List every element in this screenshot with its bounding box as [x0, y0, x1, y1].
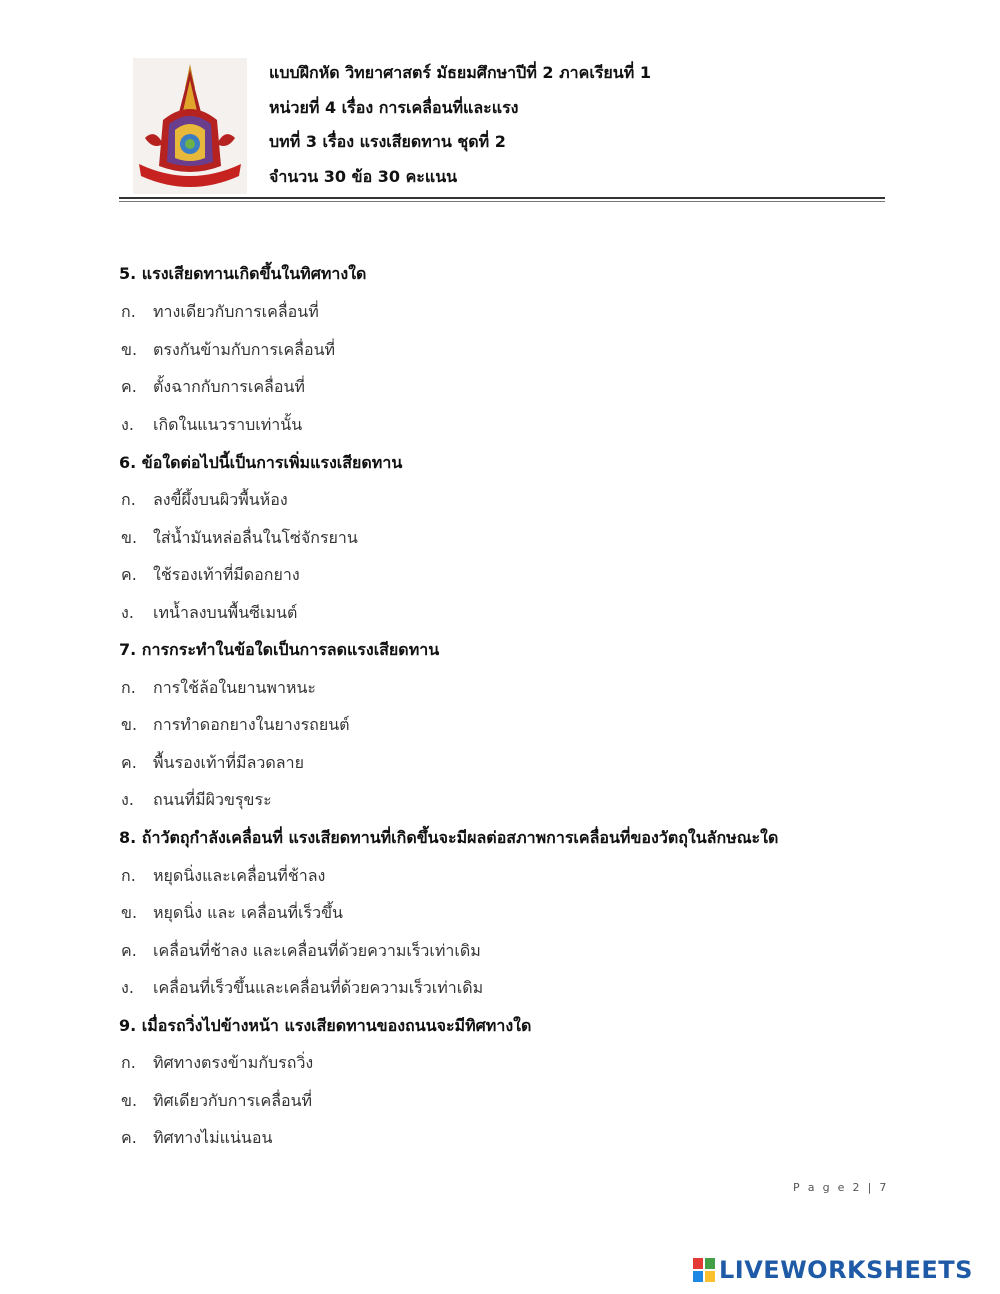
option-letter: ค.: [121, 941, 137, 960]
option-letter: ก.: [121, 490, 136, 509]
q7-option-c[interactable]: [121, 751, 304, 776]
option-text: เคลื่อนที่ช้าลง และเคลื่อนที่ด้วยความเร็วเท่าเดิม: [153, 941, 481, 960]
q9-option-c[interactable]: [121, 1126, 272, 1151]
option-text: เคลื่อนที่เร็วขึ้นและเคลื่อนที่ด้วยความเร็วเท่าเดิม: [153, 978, 484, 997]
option-text: หยุดนิ่งและเคลื่อนที่ช้าลง: [153, 866, 326, 885]
question-9: 9. เมื่อรถวิ่งไปข้างหน้า แรงเสียดทานของถนนจะมีทิศทางใด: [119, 1016, 532, 1035]
header-divider: [119, 197, 885, 199]
option-letter: ก.: [121, 1053, 136, 1072]
q5-option-d[interactable]: [121, 413, 302, 438]
option-letter: ข.: [121, 715, 138, 734]
option-text: ทิศทางตรงข้ามกับรถวิ่ง: [153, 1053, 314, 1072]
q6-option-b[interactable]: [121, 526, 358, 551]
option-text: เทน้ำลงบนพื้นซีเมนต์: [153, 603, 298, 622]
q9-option-a[interactable]: [121, 1051, 313, 1076]
q7-option-b[interactable]: [121, 713, 350, 738]
option-text: ใส่น้ำมันหล่อลื่นในโซ่จักรยาน: [153, 528, 358, 547]
q7-option-d[interactable]: [121, 788, 272, 813]
question-7: 7. การกระทำในข้อใดเป็นการลดแรงเสียดทาน: [119, 640, 440, 659]
option-letter: ก.: [121, 302, 136, 321]
option-letter: ข.: [121, 528, 138, 547]
q5-option-c[interactable]: [121, 375, 305, 400]
option-text: หยุดนิ่ง และ เคลื่อนที่เร็วขึ้น: [153, 903, 343, 922]
option-letter: ก.: [121, 866, 136, 885]
q8-option-d[interactable]: [121, 976, 483, 1001]
q8-option-b[interactable]: [121, 901, 343, 926]
school-logo: [133, 58, 247, 194]
q9-option-b[interactable]: [121, 1089, 312, 1114]
option-text: การทำดอกยางในยางรถยนต์: [153, 715, 350, 734]
option-text: ตรงกันข้ามกับการเคลื่อนที่: [153, 340, 336, 359]
option-letter: ค.: [121, 1128, 137, 1147]
header-line-score: จำนวน 30 ข้อ 30 คะแนน: [269, 166, 458, 186]
option-text: เกิดในแนวราบเท่านั้น: [153, 415, 303, 434]
header-line-chapter: บทที่ 3 เรื่อง แรงเสียดทาน ชุดที่ 2: [269, 132, 506, 151]
page-number: P a g e 2 | 7: [793, 1181, 889, 1194]
option-letter: ค.: [121, 565, 137, 584]
option-letter: ค.: [121, 753, 137, 772]
q8-option-c[interactable]: [121, 939, 481, 964]
option-letter: ข.: [121, 340, 138, 359]
q7-option-a[interactable]: [121, 676, 316, 701]
option-text: ทางเดียวกับการเคลื่อนที่: [153, 302, 319, 321]
question-5: 5. แรงเสียดทานเกิดขึ้นในทิศทางใด: [119, 264, 367, 283]
option-letter: ข.: [121, 1091, 138, 1110]
q8-option-a[interactable]: [121, 864, 325, 889]
option-letter: ข.: [121, 903, 138, 922]
option-text: ถนนที่มีผิวขรุขระ: [153, 790, 272, 809]
q6-option-c[interactable]: [121, 563, 300, 588]
option-text: ใช้รองเท้าที่มีดอกยาง: [153, 565, 300, 584]
option-letter: ค.: [121, 377, 137, 396]
header-divider-thin: [119, 201, 885, 202]
option-letter: ง.: [121, 415, 134, 434]
question-6: 6. ข้อใดต่อไปนี้เป็นการเพิ่มแรงเสียดทาน: [119, 453, 403, 472]
q6-option-a[interactable]: [121, 488, 288, 513]
option-text: การใช้ล้อในยานพาหนะ: [153, 678, 317, 697]
option-text: ทิศทางไม่แน่นอน: [153, 1128, 273, 1147]
liveworksheets-logo-icon: [693, 1258, 715, 1282]
option-letter: ก.: [121, 678, 136, 697]
option-letter: ง.: [121, 978, 134, 997]
q5-option-a[interactable]: [121, 300, 319, 325]
option-text: ทิศเดียวกับการเคลื่อนที่: [153, 1091, 313, 1110]
option-text: ตั้งฉากกับการเคลื่อนที่: [153, 377, 305, 396]
option-text: ลงขี้ผึ้งบนผิวพื้นห้อง: [153, 490, 288, 509]
q6-option-d[interactable]: [121, 601, 297, 626]
q5-option-b[interactable]: [121, 338, 335, 363]
header-line-unit: หน่วยที่ 4 เรื่อง การเคลื่อนที่และแรง: [269, 97, 519, 117]
worksheet-header: [269, 59, 651, 197]
header-line-subject: แบบฝึกหัด วิทยาศาสตร์ มัธยมศึกษาปีที่ 2 ภาคเรียนที่ 1: [269, 63, 651, 82]
option-text: พื้นรองเท้าที่มีลวดลาย: [153, 753, 304, 772]
liveworksheets-brand[interactable]: [693, 1255, 973, 1285]
option-letter: ง.: [121, 603, 134, 622]
question-8: 8. ถ้าวัตถุกำลังเคลื่อนที่ แรงเสียดทานที่เกิดขึ้นจะมีผลต่อสภาพการเคลื่อนที่ของวัตถุในลักษณะใด: [119, 828, 779, 847]
brand-name: LIVEWORKSHEETS: [719, 1256, 973, 1284]
option-letter: ง.: [121, 790, 134, 809]
